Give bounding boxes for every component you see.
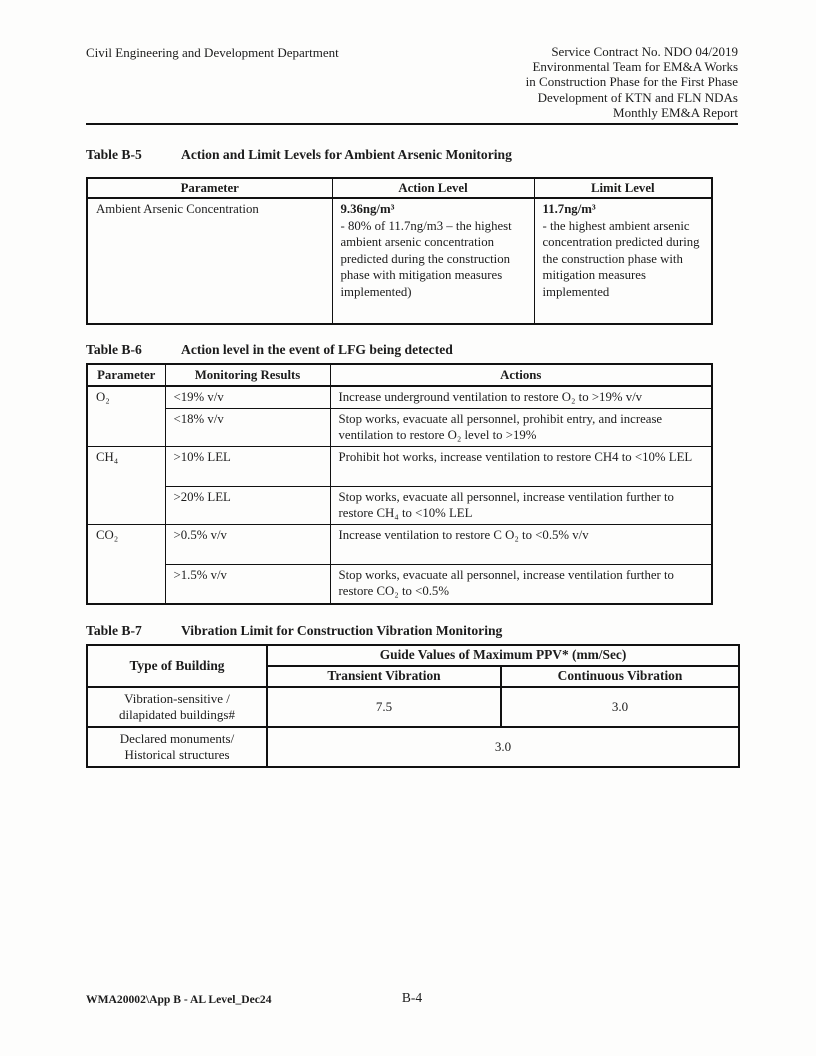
b6-param-co2: CO₂	[87, 524, 165, 604]
b7-value-merged: 3.0	[267, 727, 739, 767]
table-b7-row-monuments	[87, 727, 739, 767]
b6-result-o2-1: <19% v/v	[165, 386, 330, 408]
b5-limit-desc: - the highest ambient arsenic concentration predicted during the construction phase with mitigation measures implemented	[542, 218, 700, 299]
header-line-team: Environmental Team for EM&A Works	[532, 59, 738, 75]
page-header	[86, 44, 738, 120]
table-b7-row-sensitive	[87, 687, 739, 727]
b5-header-action-level: Action Level	[332, 178, 534, 198]
b6-action-co2-1: Increase ventilation to restore C O₂ to <0.5% v/v	[330, 524, 712, 564]
table-b6-caption: Action level in the event of LFG being detected	[181, 342, 453, 358]
b6-action-o2-2: Stop works, evacuate all personnel, prohibit entry, and increase ventilation to restore O₂ level to >19%	[330, 408, 712, 446]
b6-result-ch4-1: >10% LEL	[165, 446, 330, 486]
table-b6-row-co2-2	[87, 564, 712, 604]
header-line-contract: Service Contract No. NDO 04/2019	[551, 44, 738, 59]
b6-header-results: Monitoring Results	[165, 364, 330, 386]
b5-limit-value: 11.7ng/m³	[542, 202, 596, 217]
header-rule	[86, 123, 738, 125]
b6-result-o2-2: <18% v/v	[165, 408, 330, 446]
b7-value-continuous: 3.0	[501, 687, 739, 727]
table-b6-label: Table B-6	[86, 342, 142, 358]
page-number: B-4	[401, 990, 423, 1005]
table-b6-header-row	[87, 364, 712, 386]
page-footer	[86, 990, 738, 1010]
report-header-block	[526, 44, 738, 120]
table-b7-label: Table B-7	[86, 623, 142, 639]
b6-param-o2: O₂	[87, 386, 165, 446]
b7-header-guide-values: Guide Values of Maximum PPV* (mm/Sec)	[267, 645, 739, 666]
table-b6-row-ch4-1	[87, 446, 712, 486]
header-line-report: Monthly EM&A Report	[613, 104, 738, 120]
table-b6-row-co2-1	[87, 524, 712, 564]
header-line-phase: in Construction Phase for the First Phase	[525, 74, 738, 90]
table-b5	[86, 177, 713, 325]
b7-header-building-type: Type of Building	[87, 645, 267, 687]
table-b5-label: Table B-5	[86, 147, 142, 163]
b6-param-ch4: CH₄	[87, 446, 165, 524]
table-b7	[86, 644, 740, 768]
table-b6-title	[86, 342, 738, 358]
b7-type-monuments: Declared monuments/ Historical structures	[87, 727, 267, 767]
b5-cell-parameter: Ambient Arsenic Concentration	[87, 198, 332, 324]
b6-action-ch4-1: Prohibit hot works, increase ventilation to restore CH4 to <10% LEL	[330, 446, 712, 486]
table-b5-title	[86, 147, 738, 163]
b6-result-co2-1: >0.5% v/v	[165, 524, 330, 564]
table-b7-header-row-1	[87, 645, 739, 666]
table-b6-row-ch4-2	[87, 486, 712, 524]
b5-header-parameter: Parameter	[87, 178, 332, 198]
b6-action-co2-2: Stop works, evacuate all personnel, increase ventilation further to restore CO₂ to <0.5%	[330, 564, 712, 604]
b6-header-actions: Actions	[330, 364, 712, 386]
b5-action-desc: - 80% of 11.7ng/m3 – the highest ambient arsenic concentration predicted during the construction phase with mitigation measures implemented)	[340, 218, 512, 299]
table-b6-row-o2-2	[87, 408, 712, 446]
table-b5-header-row	[87, 178, 712, 198]
b7-header-transient: Transient Vibration	[267, 666, 501, 687]
table-b6	[86, 363, 713, 605]
b6-header-parameter: Parameter	[87, 364, 165, 386]
table-b7-caption: Vibration Limit for Construction Vibration Monitoring	[181, 623, 503, 639]
footer-filename: WMA20002\App B - AL Level_Dec24	[86, 993, 272, 1006]
table-b5-data-row	[87, 198, 712, 324]
b5-cell-limit	[534, 198, 712, 324]
b7-value-transient: 7.5	[267, 687, 501, 727]
table-b7-title	[86, 623, 738, 639]
b5-action-value: 9.36ng/m³	[340, 202, 395, 217]
table-b6-row-o2-1	[87, 386, 712, 408]
b6-result-ch4-2: >20% LEL	[165, 486, 330, 524]
b5-header-limit-level: Limit Level	[534, 178, 712, 198]
b6-action-ch4-2: Stop works, evacuate all personnel, increase ventilation further to restore CH₄ to <10% LEL	[330, 486, 712, 524]
b6-action-o2-1: Increase underground ventilation to restore O₂ to >19% v/v	[330, 386, 712, 408]
header-line-development: Development of KTN and FLN NDAs	[537, 89, 738, 105]
b7-header-continuous: Continuous Vibration	[501, 666, 739, 687]
department-name: Civil Engineering and Development Department	[86, 45, 339, 60]
b7-type-sensitive: Vibration-sensitive / dilapidated buildings#	[87, 687, 267, 727]
b5-cell-action	[332, 198, 534, 324]
b6-result-co2-2: >1.5% v/v	[165, 564, 330, 604]
table-b5-caption: Action and Limit Levels for Ambient Arsenic Monitoring	[181, 147, 512, 163]
